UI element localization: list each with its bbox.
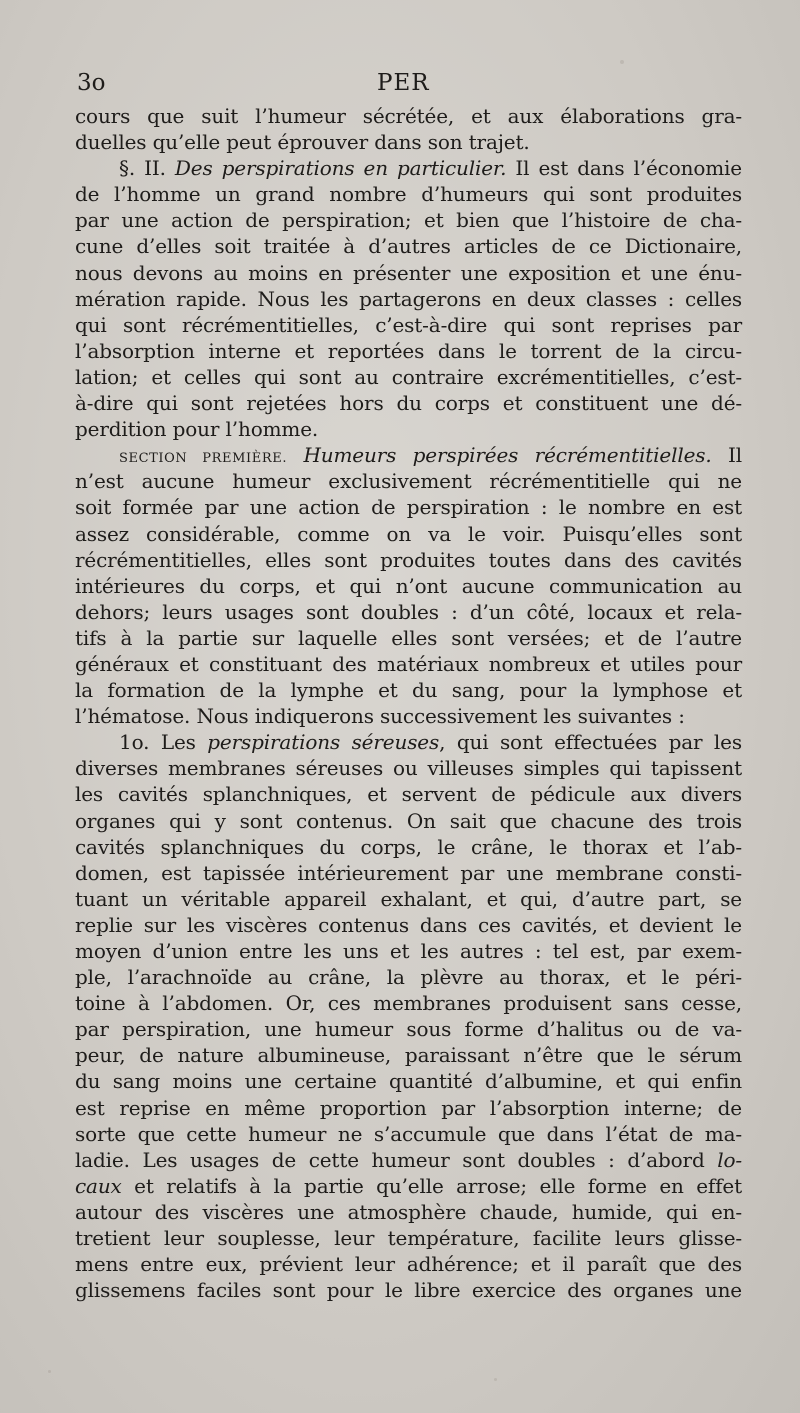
text-line — [75, 390, 742, 416]
text-line — [75, 860, 742, 886]
italic-text: perspirations séreuses — [207, 730, 440, 755]
text-run: sorte que cette humeur ne s’accumule que dans l’état de ma- — [75, 1121, 742, 1146]
text-line — [75, 1016, 742, 1042]
text-line — [75, 1199, 742, 1225]
text-line — [75, 1042, 742, 1068]
text-line — [75, 990, 742, 1016]
text-run: 1o. Les — [119, 730, 208, 755]
text-run: qui sont récrémentitielles, c’est-à-dire qui sont reprises par — [75, 312, 742, 337]
text-run: diverses membranes séreuses ou villeuses simples qui tapissent — [75, 756, 742, 781]
text-run: est reprise en même proportion par l’absorption interne; de — [75, 1095, 742, 1120]
paper-spot — [48, 1370, 51, 1373]
text-run: intérieures du corps, et qui n’ont aucune communication au — [75, 573, 742, 598]
text-run: la formation de la lymphe et du sang, pour la lymphose et — [75, 678, 742, 703]
text-line — [75, 1251, 742, 1277]
text-run: dehors; leurs usages sont doubles : d’un côté, locaux et rela- — [75, 599, 742, 624]
text-line — [75, 886, 742, 912]
small-caps-text: SECTION PREMIÈRE. — [119, 451, 288, 467]
text-run: duelles qu’elle peut éprouver dans son trajet. — [75, 130, 530, 155]
text-line — [75, 781, 742, 807]
text-line — [75, 468, 742, 494]
text-run: par perspiration, une humeur sous forme d’halitus ou de va- — [75, 1017, 742, 1042]
text-line — [75, 338, 742, 364]
text-run: toine à l’abdomen. Or, ces membranes produisent sans cesse, — [75, 991, 742, 1016]
text-line — [75, 155, 742, 181]
text-line — [75, 964, 742, 990]
text-run: soit formée par une action de perspiration : le nombre en est — [75, 495, 742, 520]
text-run: replie sur les viscères contenus dans ces cavités, et devient le — [75, 912, 742, 937]
text-run: ladie. Les usages de cette humeur sont doubles : d’abord — [75, 1147, 718, 1172]
text-line — [75, 442, 742, 468]
text-line — [75, 625, 742, 651]
text-line — [75, 521, 742, 547]
text-run: , qui sont effectuées par les — [439, 730, 742, 755]
body-text — [75, 103, 742, 1303]
text-run: §. II. — [119, 156, 175, 181]
text-line — [75, 938, 742, 964]
text-run: tifs à la partie sur laquelle elles sont versées; et de l’autre — [75, 625, 742, 650]
text-run: l’hématose. Nous indiquerons successivement les suivantes : — [75, 704, 685, 729]
italic-text: Des perspirations en particulier. — [174, 156, 507, 181]
text-run: mération rapide. Nous les partagerons en deux classes : celles — [75, 286, 742, 311]
text-run: glissemens faciles sont pour le libre exercice des organes une — [75, 1278, 742, 1303]
text-run: moyen d’union entre les uns et les autres : tel est, par exem- — [75, 939, 742, 963]
text-line — [75, 808, 742, 834]
text-run: cours que suit l’humeur sécrétée, et aux élaborations gra- — [75, 104, 742, 128]
page-number: 3o — [77, 70, 106, 96]
text-line — [75, 103, 742, 129]
text-run: n’est aucune humeur exclusivement récrémentitielle qui ne — [75, 469, 742, 494]
text-line — [75, 1277, 742, 1303]
text-run: cune d’elles soit traitée à d’autres articles de ce Dictionaire, — [75, 234, 742, 259]
text-line — [75, 912, 742, 938]
text-run: autour des viscères une atmosphère chaude, humide, qui en- — [75, 1199, 742, 1224]
italic-text: Humeurs perspirées récrémentitielles. — [303, 443, 712, 468]
text-run: les cavités splanchniques, et servent de pédicule aux divers — [75, 782, 742, 807]
text-run: mens entre eux, prévient leur adhérence; et il paraît que des — [75, 1252, 742, 1277]
text-line — [75, 547, 742, 573]
text-run: assez considérable, comme on va le voir. Puisqu’elles sont — [75, 521, 742, 546]
text-line — [75, 1068, 742, 1094]
text-run: à-dire qui sont rejetées hors du corps et constituent une dé- — [75, 391, 742, 416]
text-line — [75, 260, 742, 286]
text-line — [75, 181, 742, 207]
text-run: tuant un véritable appareil exhalant, et qui, d’autre part, se — [75, 886, 742, 911]
text-line — [75, 755, 742, 781]
text-run: Il est dans l’économie — [506, 156, 742, 181]
text-run: ple, l’arachnoïde au crâne, la plèvre au thorax, et le péri- — [75, 965, 742, 990]
text-line — [75, 312, 742, 338]
text-run: organes qui y sont contenus. On sait que chacune des trois — [75, 808, 742, 833]
text-run: peur, de nature albumineuse, paraissant n’être que le sérum — [75, 1043, 742, 1068]
text-line — [75, 1173, 742, 1199]
text-run: perdition pour l’homme. — [75, 417, 319, 442]
text-run: tretient leur souplesse, leur température, facilite leurs glisse- — [75, 1226, 742, 1251]
text-run: récrémentitielles, elles sont produites toutes dans des cavités — [75, 547, 742, 572]
italic-text: lo- — [717, 1147, 742, 1172]
text-run: Il — [711, 443, 742, 468]
text-line — [75, 1225, 742, 1251]
text-line — [75, 729, 742, 755]
text-line — [75, 599, 742, 625]
text-line — [75, 834, 742, 860]
text-run: lation; et celles qui sont au contraire excrémentitielles, c’est- — [75, 364, 742, 389]
paper-spot — [620, 60, 624, 64]
text-line — [75, 233, 742, 259]
text-run: généraux et constituant des matériaux nombreux et utiles pour — [75, 651, 742, 676]
text-line — [75, 573, 742, 599]
text-line — [75, 1095, 742, 1121]
text-run: et relatifs à la partie qu’elle arrose; elle forme en effet — [121, 1173, 742, 1198]
text-run — [287, 443, 303, 467]
text-line — [75, 286, 742, 312]
text-run: cavités splanchniques du corps, le crâne, le thorax et l’ab- — [75, 834, 742, 859]
text-line — [75, 1121, 742, 1147]
text-line — [75, 364, 742, 390]
text-line — [75, 677, 742, 703]
italic-text: caux — [75, 1173, 122, 1198]
text-line — [75, 1147, 742, 1173]
text-run: par une action de perspiration; et bien que l’histoire de cha- — [75, 208, 742, 233]
running-title: PER — [377, 70, 430, 96]
text-line — [75, 494, 742, 520]
text-run: domen, est tapissée intérieurement par une membrane consti- — [75, 860, 742, 885]
text-run: de l’homme un grand nombre d’humeurs qui sont produites — [75, 182, 742, 207]
text-run: nous devons au moins en présenter une exposition et une énu- — [75, 260, 742, 285]
paper-spot — [494, 1378, 497, 1381]
text-line — [75, 651, 742, 677]
text-line — [75, 129, 742, 155]
running-head — [77, 70, 741, 104]
text-line — [75, 703, 742, 729]
text-line — [75, 416, 742, 442]
text-run: l’absorption interne et reportées dans le torrent de la circu- — [75, 338, 742, 363]
text-line — [75, 207, 742, 233]
text-run: du sang moins une certaine quantité d’albumine, et qui enfin — [75, 1069, 742, 1094]
